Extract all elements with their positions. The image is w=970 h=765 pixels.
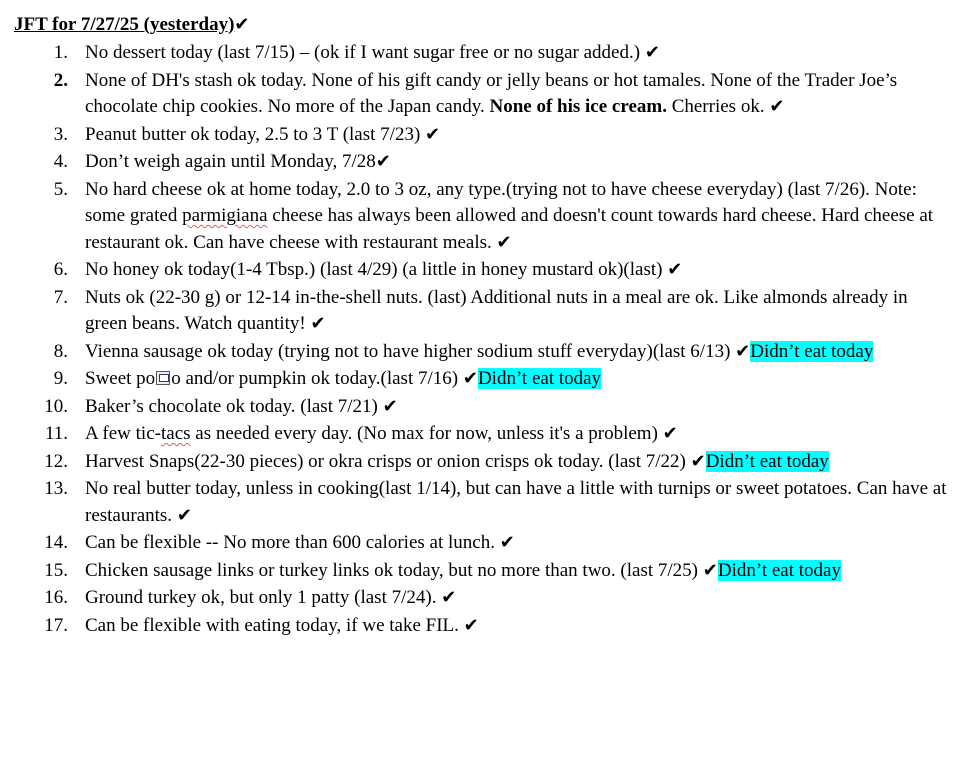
item-text: Nuts ok (22-30 g) or 12-14 in-the-shell nuts. (last) Additional nuts in a meal are ok. Like almonds already in green beans. Watch quantity! [85,286,908,334]
list-item [14,40,954,67]
item-number: 2. [53,69,68,91]
item-text: Don’t weigh again until Monday, 7/28 [85,151,376,172]
item-text: Vienna sausage ok today (trying not to have higher sodium stuff everyday)(last 6/13) [85,340,736,362]
list-item [14,530,954,557]
item-number: 7. [53,286,68,308]
check-icon: ✔ [441,587,457,608]
check-icon: ✔ [769,96,785,117]
list-item [14,68,954,121]
item-number: 6. [53,259,68,280]
item-number: 16. [44,587,68,608]
item-text: Harvest Snaps(22-30 pieces) or okra crisps or onion crisps ok today. (last 7/22) [85,450,691,472]
item-number: 8. [53,340,68,362]
check-icon: ✔ [234,14,250,35]
item-text-bold: None of his ice cream. [489,96,667,117]
check-icon: ✔ [382,395,398,417]
list-item [14,149,954,176]
item-text: Sweet po [85,368,156,389]
item-text: No dessert today (last 7/15) – (ok if I want sugar free or no sugar added.) [85,42,645,63]
list-item [14,585,954,612]
spellcheck-word[interactable]: tacs [160,423,191,444]
item-text: cheese has always been allowed and doesn't count towards hard cheese. Hard cheese at restaurant ok. Can have cheese with restaurant meals. [85,205,934,253]
check-icon: ✔ [425,123,441,145]
check-icon: ✔ [496,231,512,253]
check-icon: ✔ [310,313,326,334]
item-number: 17. [44,614,68,636]
check-icon: ✔ [375,151,391,172]
item-number: 10. [44,395,68,417]
title-text: JFT for 7/27/25 (yesterday) [14,14,235,35]
item-number: 15. [44,559,68,581]
item-text: A few tic- [85,423,161,444]
check-icon: ✔ [176,504,192,526]
check-icon: ✔ [644,42,660,63]
check-icon: ✔ [463,614,479,636]
item-number: 14. [44,532,68,553]
list-item [14,122,954,149]
item-list [14,40,954,639]
item-text: Baker’s chocolate ok today. (last 7/21) [85,395,383,417]
item-text: Cherries ok. [666,96,770,117]
check-icon: ✔ [667,259,683,280]
list-item [14,449,954,476]
list-item [14,476,954,529]
item-text: No honey ok today(1-4 Tbsp.) (last 4/29) (a little in honey mustard ok)(last) [85,259,668,280]
highlighted-note: Didn’t eat today [717,559,841,581]
item-text: as needed every day. (No max for now, unless it's a problem) [190,423,663,444]
item-text: No hard cheese ok at home today, 2.0 to 3 oz, any type.(trying not to have cheese everyday) (last 7/26). Note: some grated [85,178,917,226]
item-text: o and/or pumpkin ok today.(last 7/16) [171,368,463,389]
item-number: 11. [44,423,68,444]
item-number: 1. [53,42,68,63]
list-item [14,613,954,640]
check-icon: ✔ [735,340,751,362]
list-item [14,339,954,366]
item-text: Peanut butter ok today, 2.5 to 3 T (last 7/23) [85,123,426,145]
item-number: 13. [44,478,68,499]
item-text: Chicken sausage links or turkey links ok today, but no more than two. (last 7/25) [85,559,703,581]
document-title [14,12,954,38]
check-icon: ✔ [499,532,515,553]
list-item [14,421,954,448]
item-number: 5. [53,178,68,200]
item-text: Can be flexible -- No more than 600 calories at lunch. [85,532,500,553]
item-text: No real butter today, unless in cooking(last 1/14), but can have a little with turnips or sweet potatoes. Can have at restaurants. [85,478,947,526]
check-icon: ✔ [690,450,706,472]
embedded-object-icon[interactable] [156,371,170,385]
item-number: 12. [44,450,68,472]
list-item [14,257,954,284]
list-item [14,366,954,393]
highlighted-note: Didn’t eat today [477,368,602,389]
item-number: 9. [53,368,68,389]
list-item [14,558,954,585]
item-text: None of DH's stash ok today. None of his gift candy or jelly beans or hot tamales. None of the Trader Joe’s chocolate chip cookies. No more of the Japan candy. [85,69,898,117]
list-item [14,177,954,257]
item-text: Ground turkey ok, but only 1 patty (last 7/24). [85,587,442,608]
check-icon: ✔ [662,423,678,444]
check-icon: ✔ [462,368,478,389]
check-icon: ✔ [702,559,718,581]
highlighted-note: Didn’t eat today [705,450,829,472]
spellcheck-word[interactable]: parmigiana [182,205,268,226]
list-item [14,394,954,421]
highlighted-note: Didn’t eat today [750,340,874,362]
list-item [14,285,954,338]
item-number: 4. [53,151,68,172]
item-text: Can be flexible with eating today, if we take FIL. [85,614,464,636]
item-number: 3. [53,123,68,145]
